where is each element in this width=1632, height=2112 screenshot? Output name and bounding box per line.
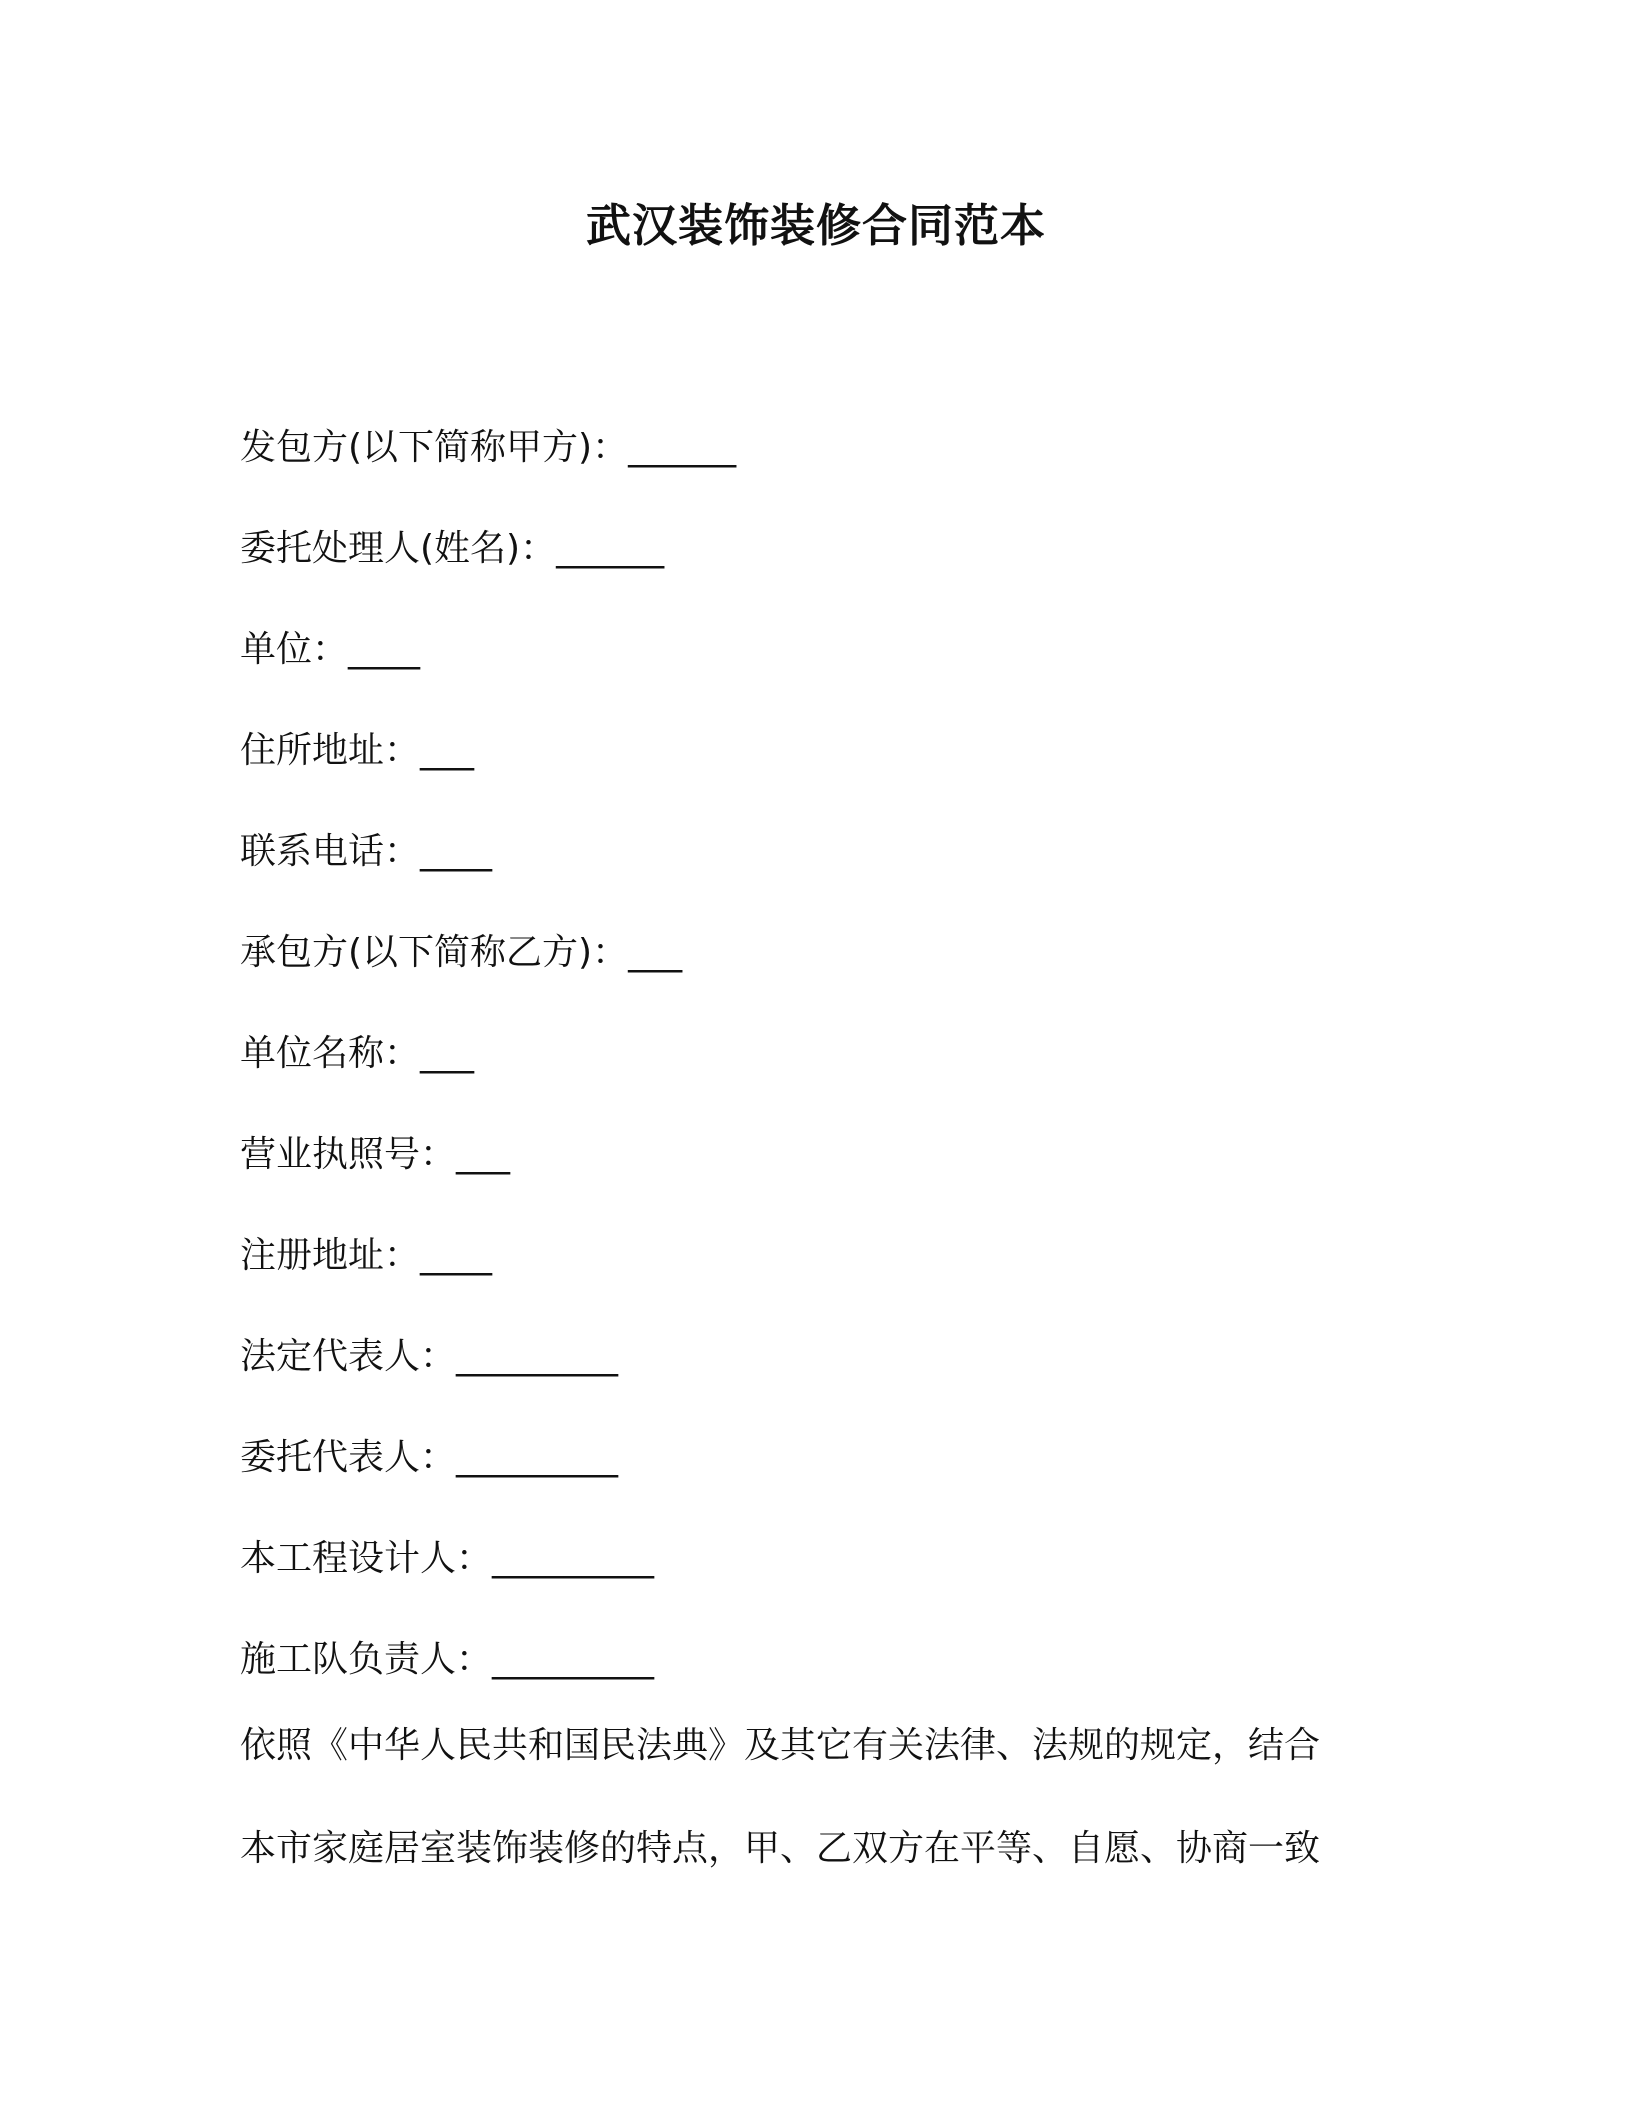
field-contractor: 承包方(以下简称乙方)：___ [240, 932, 683, 973]
paragraph-line: 依照《中华人民共和国民法典》及其它有关法律、法规的规定，结合 [240, 1725, 1321, 1766]
field-authorized-representative: 委托代表人：_________ [240, 1437, 619, 1478]
field-registered-address: 注册地址：____ [240, 1235, 493, 1276]
field-construction-team-lead: 施工队负责人：_________ [240, 1639, 655, 1680]
field-agent-name: 委托处理人(姓名)：______ [240, 528, 665, 569]
field-legal-representative: 法定代表人：_________ [240, 1336, 619, 1377]
field-contractor-unit-name: 单位名称：___ [240, 1033, 475, 1074]
paragraph-line: 本市家庭居室装饰装修的特点，甲、乙双方在平等、自愿、协商一致 [240, 1828, 1321, 1869]
preamble-paragraph [240, 1718, 1440, 1924]
field-business-license: 营业执照号：___ [240, 1134, 511, 1175]
field-employer: 发包方(以下简称甲方)：______ [240, 427, 737, 468]
field-address: 住所地址：___ [240, 730, 475, 771]
field-phone: 联系电话：____ [240, 831, 493, 872]
field-employer-unit: 单位：____ [240, 629, 421, 670]
field-project-designer: 本工程设计人：_________ [240, 1538, 655, 1579]
contract-fields [240, 420, 1440, 1733]
document-title: 武汉装饰装修合同范本 [585, 199, 1046, 252]
